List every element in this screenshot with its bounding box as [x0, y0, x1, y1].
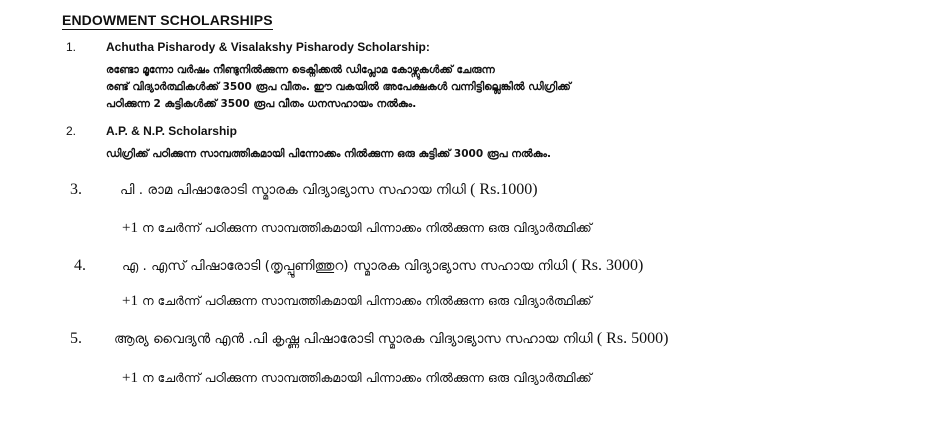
eligibility-text: ന ചേർന്ന് പഠിക്കുന്ന സാമ്പത്തികമായി പിന്നാക്കം നിൽക്കുന്ന ഒരു വിദ്യാർത്ഥിക്ക് [141, 220, 592, 235]
eligibility-line [122, 370, 592, 386]
eligibility-line [122, 293, 592, 309]
scholarship-title [114, 330, 668, 348]
eligibility-text: ന ചേർന്ന് പഠിക്കുന്ന സാമ്പത്തികമായി പിന്നാക്കം നിൽക്കുന്ന ഒരു വിദ്യാർത്ഥിക്ക് [141, 293, 592, 308]
scholarship-title-text: എ . എസ് പിഷാരോടി (തൃപ്പൂണിത്തുറ) സ്മാരക വിദ്യാഭ്യാസ സഹായ നിധി [122, 258, 568, 274]
plus-one-label: +1 [122, 220, 138, 236]
item-number: 3. [70, 181, 82, 198]
plus-one-label: +1 [122, 370, 138, 386]
plus-one-label: +1 [122, 293, 138, 309]
scholarship-title-text: ആര്യ വൈദ്യൻ എൻ .പി കൃഷ്ണ പിഷാരോടി സ്മാരക വിദ്യാഭ്യാസ സഹായ നിധി [114, 331, 593, 347]
scholarship-title [122, 257, 643, 275]
scholarship-description-line: രണ്ടോ മൂന്നോ വർഷം നീണ്ടുനിൽക്കുന്ന ടെക്നിക്കൽ ഡിപ്ലോമ കോഴ്സുകൾക്ക് ചേരുന്ന [106, 64, 495, 76]
scholarship-title [120, 181, 538, 199]
eligibility-line [122, 220, 592, 236]
eligibility-text: ന ചേർന്ന് പഠിക്കുന്ന സാമ്പത്തികമായി പിന്നാക്കം നിൽക്കുന്ന ഒരു വിദ്യാർത്ഥിക്ക് [141, 370, 592, 385]
scholarship-description-line: ഡിഗ്രിക്ക് പഠിക്കുന്ന സാമ്പത്തികമായി പിന്നോക്കം നിൽക്കുന്ന ഒരു കുട്ടിക്ക് 3000 രൂപ നൽകും. [106, 148, 551, 160]
scholarship-title: Achutha Pisharody & Visalakshy Pisharody Scholarship: [106, 40, 430, 54]
scholarship-title-text: പി . രാമ പിഷാരോടി സ്മാരക വിദ്യാഭ്യാസ സഹായ നിധി [120, 182, 466, 198]
scholarship-amount: ( Rs. 5000) [596, 330, 669, 347]
scholarship-description-line: പഠിക്കുന്ന 2 കുട്ടികൾക്ക് 3500 രൂപ വീതം ധനസഹായം നൽകും. [106, 98, 417, 110]
item-number: 1. [66, 40, 77, 54]
scholarship-amount: ( Rs.1000) [470, 181, 538, 198]
section-heading: ENDOWMENT SCHOLARSHIPS [62, 12, 273, 28]
item-number: 5. [70, 330, 82, 347]
scholarship-description-line: രണ്ട് വിദ്യാർത്ഥികൾക്ക് 3500 രൂപ വീതം. ഈ വകയിൽ അപേക്ഷകൾ വന്നിട്ടില്ലെങ്കിൽ ഡിഗ്രിക്ക് [106, 81, 571, 93]
scholarship-title: A.P. & N.P. Scholarship [106, 124, 237, 138]
scholarship-amount: ( Rs. 3000) [571, 257, 644, 274]
item-number: 4. [74, 257, 86, 274]
item-number: 2. [66, 124, 77, 138]
